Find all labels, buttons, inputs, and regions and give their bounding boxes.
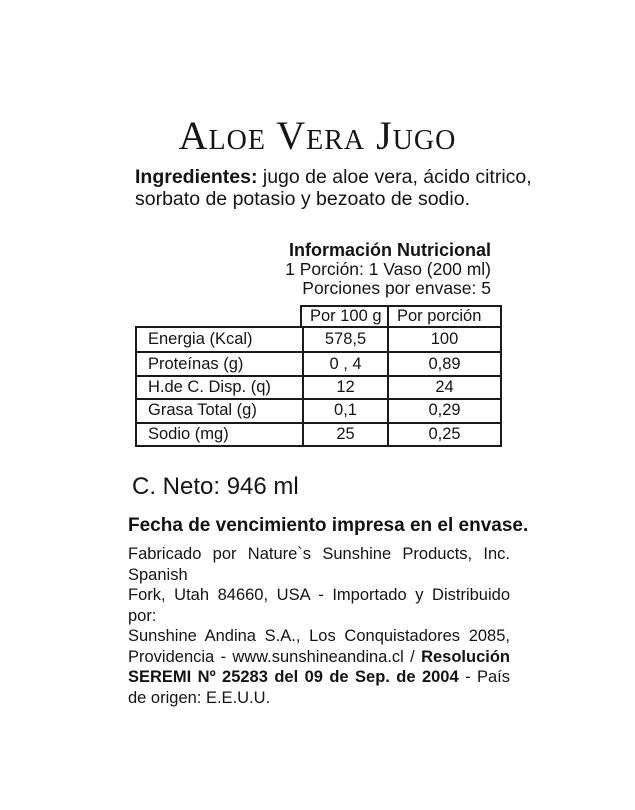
value-per-serving: 0,25 [387,424,500,445]
ingredients-line-2: sorbato de potasio y bezoato de sodio. [135,188,470,210]
value-per-serving: 0,89 [387,353,500,374]
manufacturer-paragraph [128,544,510,708]
nutrition-serving-size: 1 Porción: 1 Vaso (200 ml) [285,259,491,279]
row-label: Sodio (mg) [148,424,229,443]
nutrition-table-header [300,305,502,326]
row-label: Proteínas (g) [148,354,244,373]
manufacturer-line-5 [128,667,510,688]
manufacturer-line-1: Fabricado por Nature`s Sunshine Products, Inc. Spanish [128,545,510,584]
nutrition-heading-block [135,241,491,298]
table-row [137,422,500,445]
value-per-serving: 0,29 [387,400,500,421]
manufacturer-line-5-text: - País [458,668,510,686]
value-per-serving: 100 [387,328,500,351]
resolution-bold-end: SEREMI Nº 25283 del 09 de Sep. de 2004 [128,668,459,686]
table-row [137,398,500,421]
ingredients-paragraph [135,166,535,210]
row-label: Grasa Total (g) [148,401,257,420]
column-header-per-serving: Por porción [387,307,502,326]
manufacturer-line-4-text: Providencia - www.sunshineandina.cl / [128,647,422,666]
value-per-serving: 24 [387,377,500,398]
nutrition-title: Información Nutricional [288,240,491,260]
manufacturer-line-6: de origen: E.E.U.U. [128,688,271,707]
ingredients-line-1 [135,166,535,188]
column-header-per-100g: Por 100 g [310,307,382,325]
value-per-100g: 578,5 [302,328,387,351]
manufacturer-line-4 [128,647,510,668]
row-label: Energia (Kcal) [148,330,253,349]
table-row [137,375,500,398]
expiry-notice: Fecha de vencimiento impresa en el envase. [128,515,529,536]
value-per-100g: 0,1 [302,400,387,421]
table-row [137,328,500,351]
row-label: H.de C. Disp. (q) [148,377,271,396]
table-row [137,351,500,374]
net-content: C. Neto: 946 ml [132,473,299,500]
ingredients-label: Ingredientes: [135,166,258,188]
ingredients-line-1-text: jugo de aloe vera, ácido citrico, [257,166,532,188]
resolution-bold-start: Resolución [421,647,510,666]
value-per-100g: 25 [302,424,387,445]
nutrition-table [135,326,502,447]
value-per-100g: 0 , 4 [302,353,387,374]
manufacturer-line-2: Fork, Utah 84660, USA - Importado y Distribuido por: [128,586,510,625]
value-per-100g: 12 [302,377,387,398]
product-title: Aloe Vera Jugo [178,113,457,158]
nutrition-servings-per-container: Porciones por envase: 5 [302,278,491,298]
manufacturer-line-3: Sunshine Andina S.A., Los Conquistadores 2085, [128,627,510,645]
